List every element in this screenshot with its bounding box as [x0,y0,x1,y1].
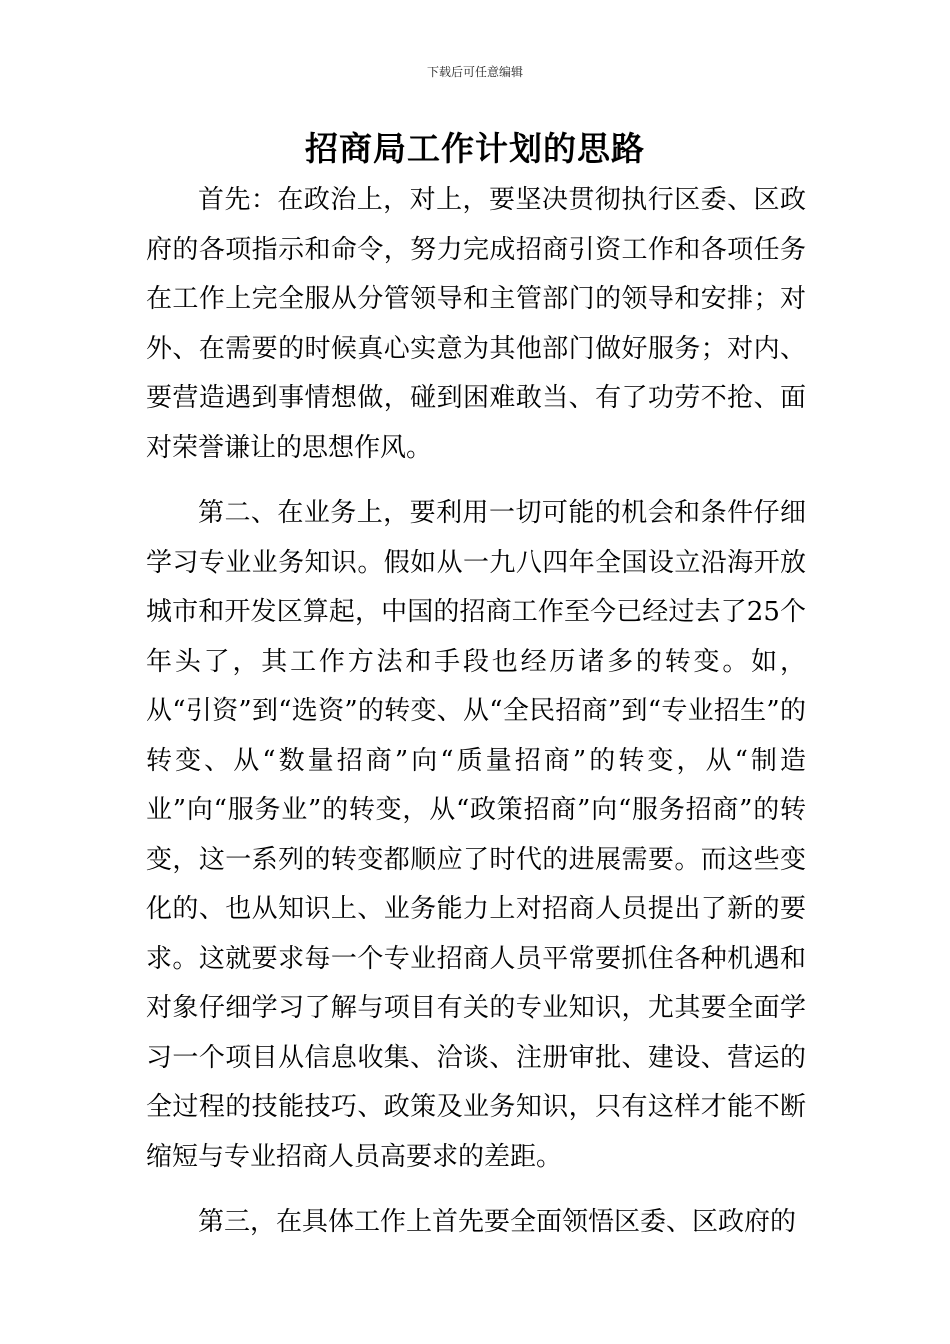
document-body [146,176,806,1248]
header-note: 下载后可任意编辑 [426,65,523,79]
paragraph-second: 第二、在业务上，要利用一切可能的机会和条件仔细学习专业业务知识。假如从一九八四年全国设立沿海开放城市和开发区算起，中国的招商工作至今已经过去了25个年头了，其工作方法和手段也经历诸多的转变。如，从“引资”到“选资”的转变、从“全民招商”到“专业招生”的转变、从“数量招商”向“质量招商”的转变，从“制造业”向“服务业”的转变，从“政策招商”向“服务招商”的转变，这一系列的转变都顺应了时代的进展需要。而这些变化的、也从知识上、业务能力上对招商人员提出了新的要求。这就要求每一个专业招商人员平常要抓住各种机遇和对象仔细学习了解与项目有关的专业知识，尤其要全面学习一个项目从信息收集、洽谈、注册审批、建设、营运的全过程的技能技巧、政策及业务知识，只有这样才能不断缩短与专业招商人员高要求的差距。 [146,498,806,1172]
document-title: 招商局工作计划的思路 [305,129,645,168]
paragraph-third: 第三，在具体工作上首先要全面领悟区委、区政府的 [198,1207,797,1237]
paragraph-first: 首先：在政治上，对上，要坚决贯彻执行区委、区政府的各项指示和命令，努力完成招商引资工作和各项任务在工作上完全服从分管领导和主管部门的领导和安排；对外、在需要的时候真心实意为其他部门做好服务；对内、要营造遇到事情想做，碰到困难敢当、有了功劳不抢、面对荣誉谦让的思想作风。 [146,185,806,463]
